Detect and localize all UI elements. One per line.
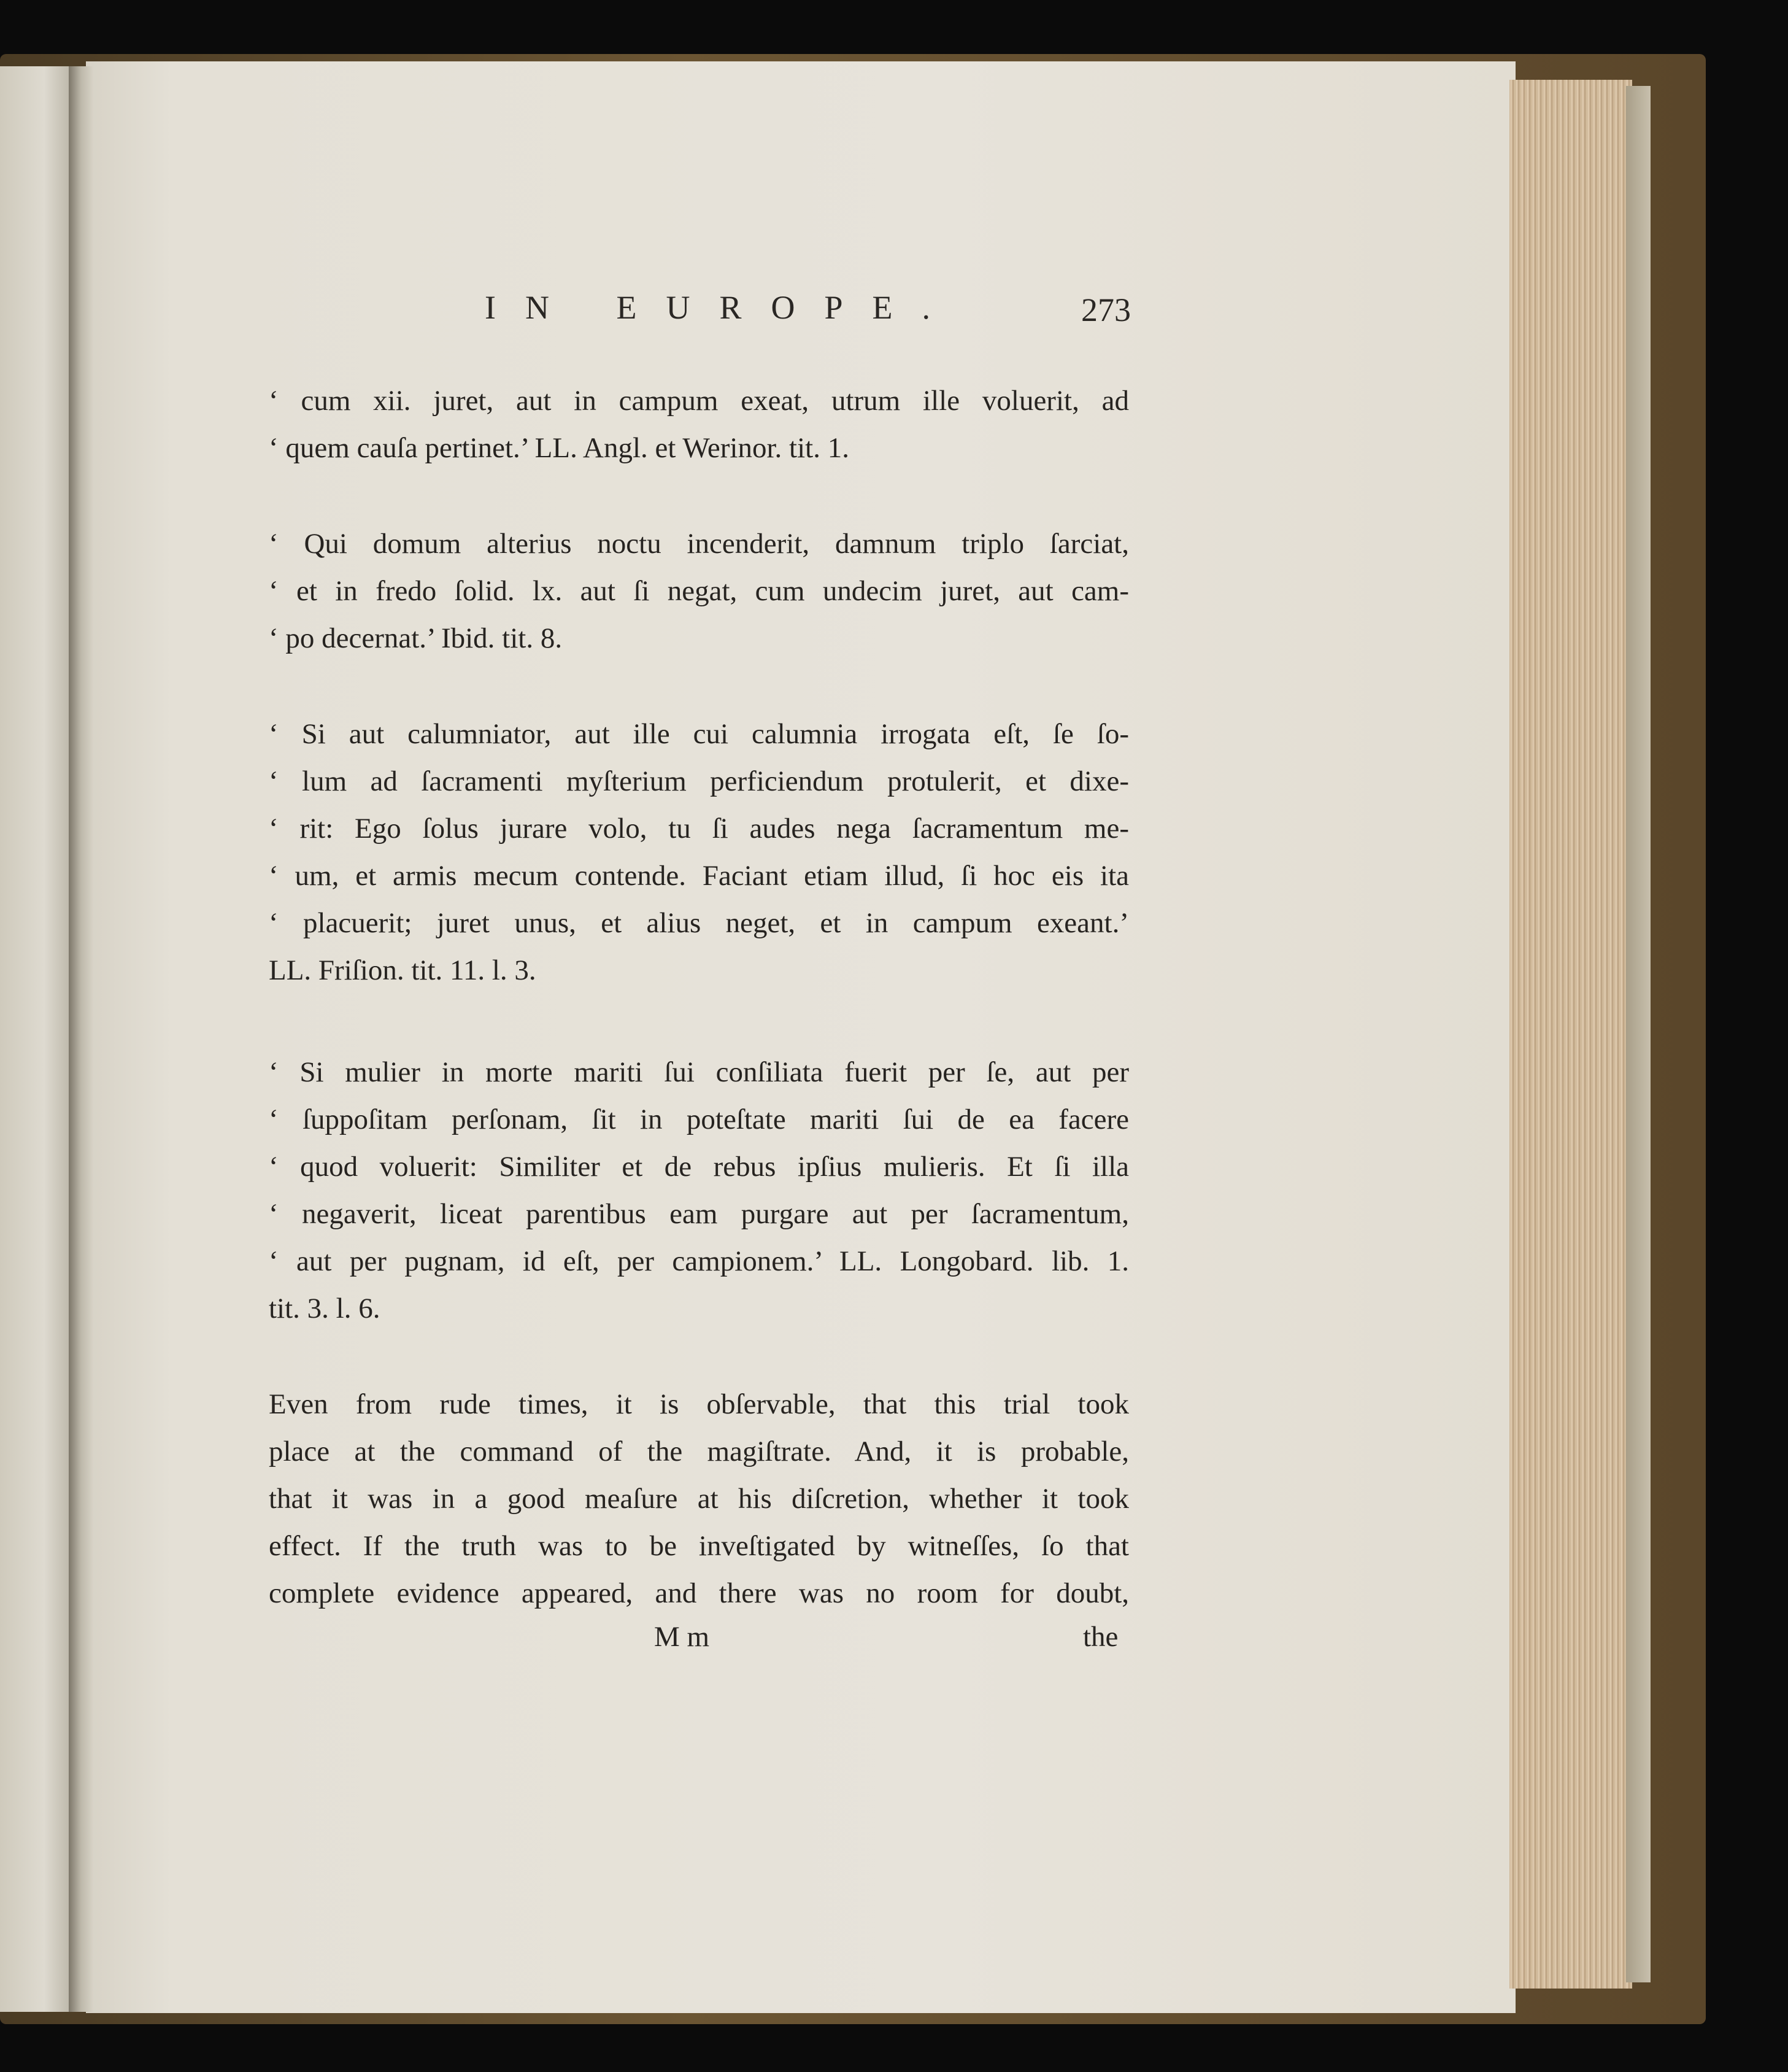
text-line: tit. 3. l. 6. <box>269 1293 380 1324</box>
gutter <box>69 66 93 2012</box>
page-stack-edge <box>1509 80 1632 1989</box>
page <box>86 61 1516 2013</box>
text-line: ‘ quem cauſa pertinet.’ LL. Angl. et Werinor. tit. 1. <box>269 432 849 464</box>
text-line: ‘ um, et armis mecum contende. Faciant etiam illud, ſi hoc eis ita <box>269 860 1129 892</box>
page-number: 273 <box>1081 292 1131 328</box>
text-line: ‘ Qui domum alterius noctu incenderit, damnum triplo ſarciat, <box>269 528 1129 560</box>
text-line: ‘ Si mulier in morte mariti ſui conſiliata fuerit per ſe, aut per <box>269 1056 1129 1088</box>
text-line: ‘ et in fredo ſolid. lx. aut ſi negat, cum undecim juret, aut cam- <box>269 575 1129 607</box>
text-line: ‘ cum xii. juret, aut in campum exeat, utrum ille voluerit, ad <box>269 385 1129 417</box>
text-line: place at the command of the magiſtrate. And, it is probable, <box>269 1436 1129 1467</box>
text-line: ‘ lum ad ſacramenti myſterium perficiendum protulerit, et dixe- <box>269 765 1129 797</box>
text-line: ‘ po decernat.’ Ibid. tit. 8. <box>269 622 563 654</box>
signature-mark: M m <box>654 1621 710 1653</box>
text-line: ‘ negaverit, liceat parentibus eam purgare aut per ſacramentum, <box>269 1198 1129 1230</box>
text-line: complete evidence appeared, and there was no room for doubt, <box>269 1577 1129 1609</box>
running-head: IN EUROPE. <box>485 289 960 326</box>
text-line: ‘ rit: Ego ſolus jurare volo, tu ſi audes nega ſacramentum me- <box>269 813 1129 845</box>
text-line: ‘ aut per pugnam, id eſt, per campionem.’ LL. Longobard. lib. 1. <box>269 1245 1129 1277</box>
text-line: effect. If the truth was to be inveſtigated by witneſſes, ſo that <box>269 1530 1129 1562</box>
text-line: ‘ placuerit; juret unus, et alius neget, et in campum exeant.’ <box>269 907 1129 939</box>
page-stack-shadow <box>1626 86 1651 1982</box>
text-line: that it was in a good meaſure at his diſcretion, whether it took <box>269 1483 1129 1515</box>
facing-page-edge <box>0 66 74 2012</box>
text-line: ‘ quod voluerit: Similiter et de rebus ipſius mulieris. Et ſi illa <box>269 1151 1129 1183</box>
catchword: the <box>1083 1621 1119 1653</box>
page-header <box>0 288 1788 338</box>
text-line: ‘ ſuppoſitam perſonam, ſit in poteſtate mariti ſui de ea facere <box>269 1104 1129 1135</box>
text-line: LL. Friſion. tit. 11. l. 3. <box>269 954 536 986</box>
text-line: ‘ Si aut calumniator, aut ille cui calumnia irrogata eſt, ſe ſo- <box>269 718 1129 750</box>
text-line: Even from rude times, it is obſervable, that this trial took <box>269 1388 1129 1420</box>
